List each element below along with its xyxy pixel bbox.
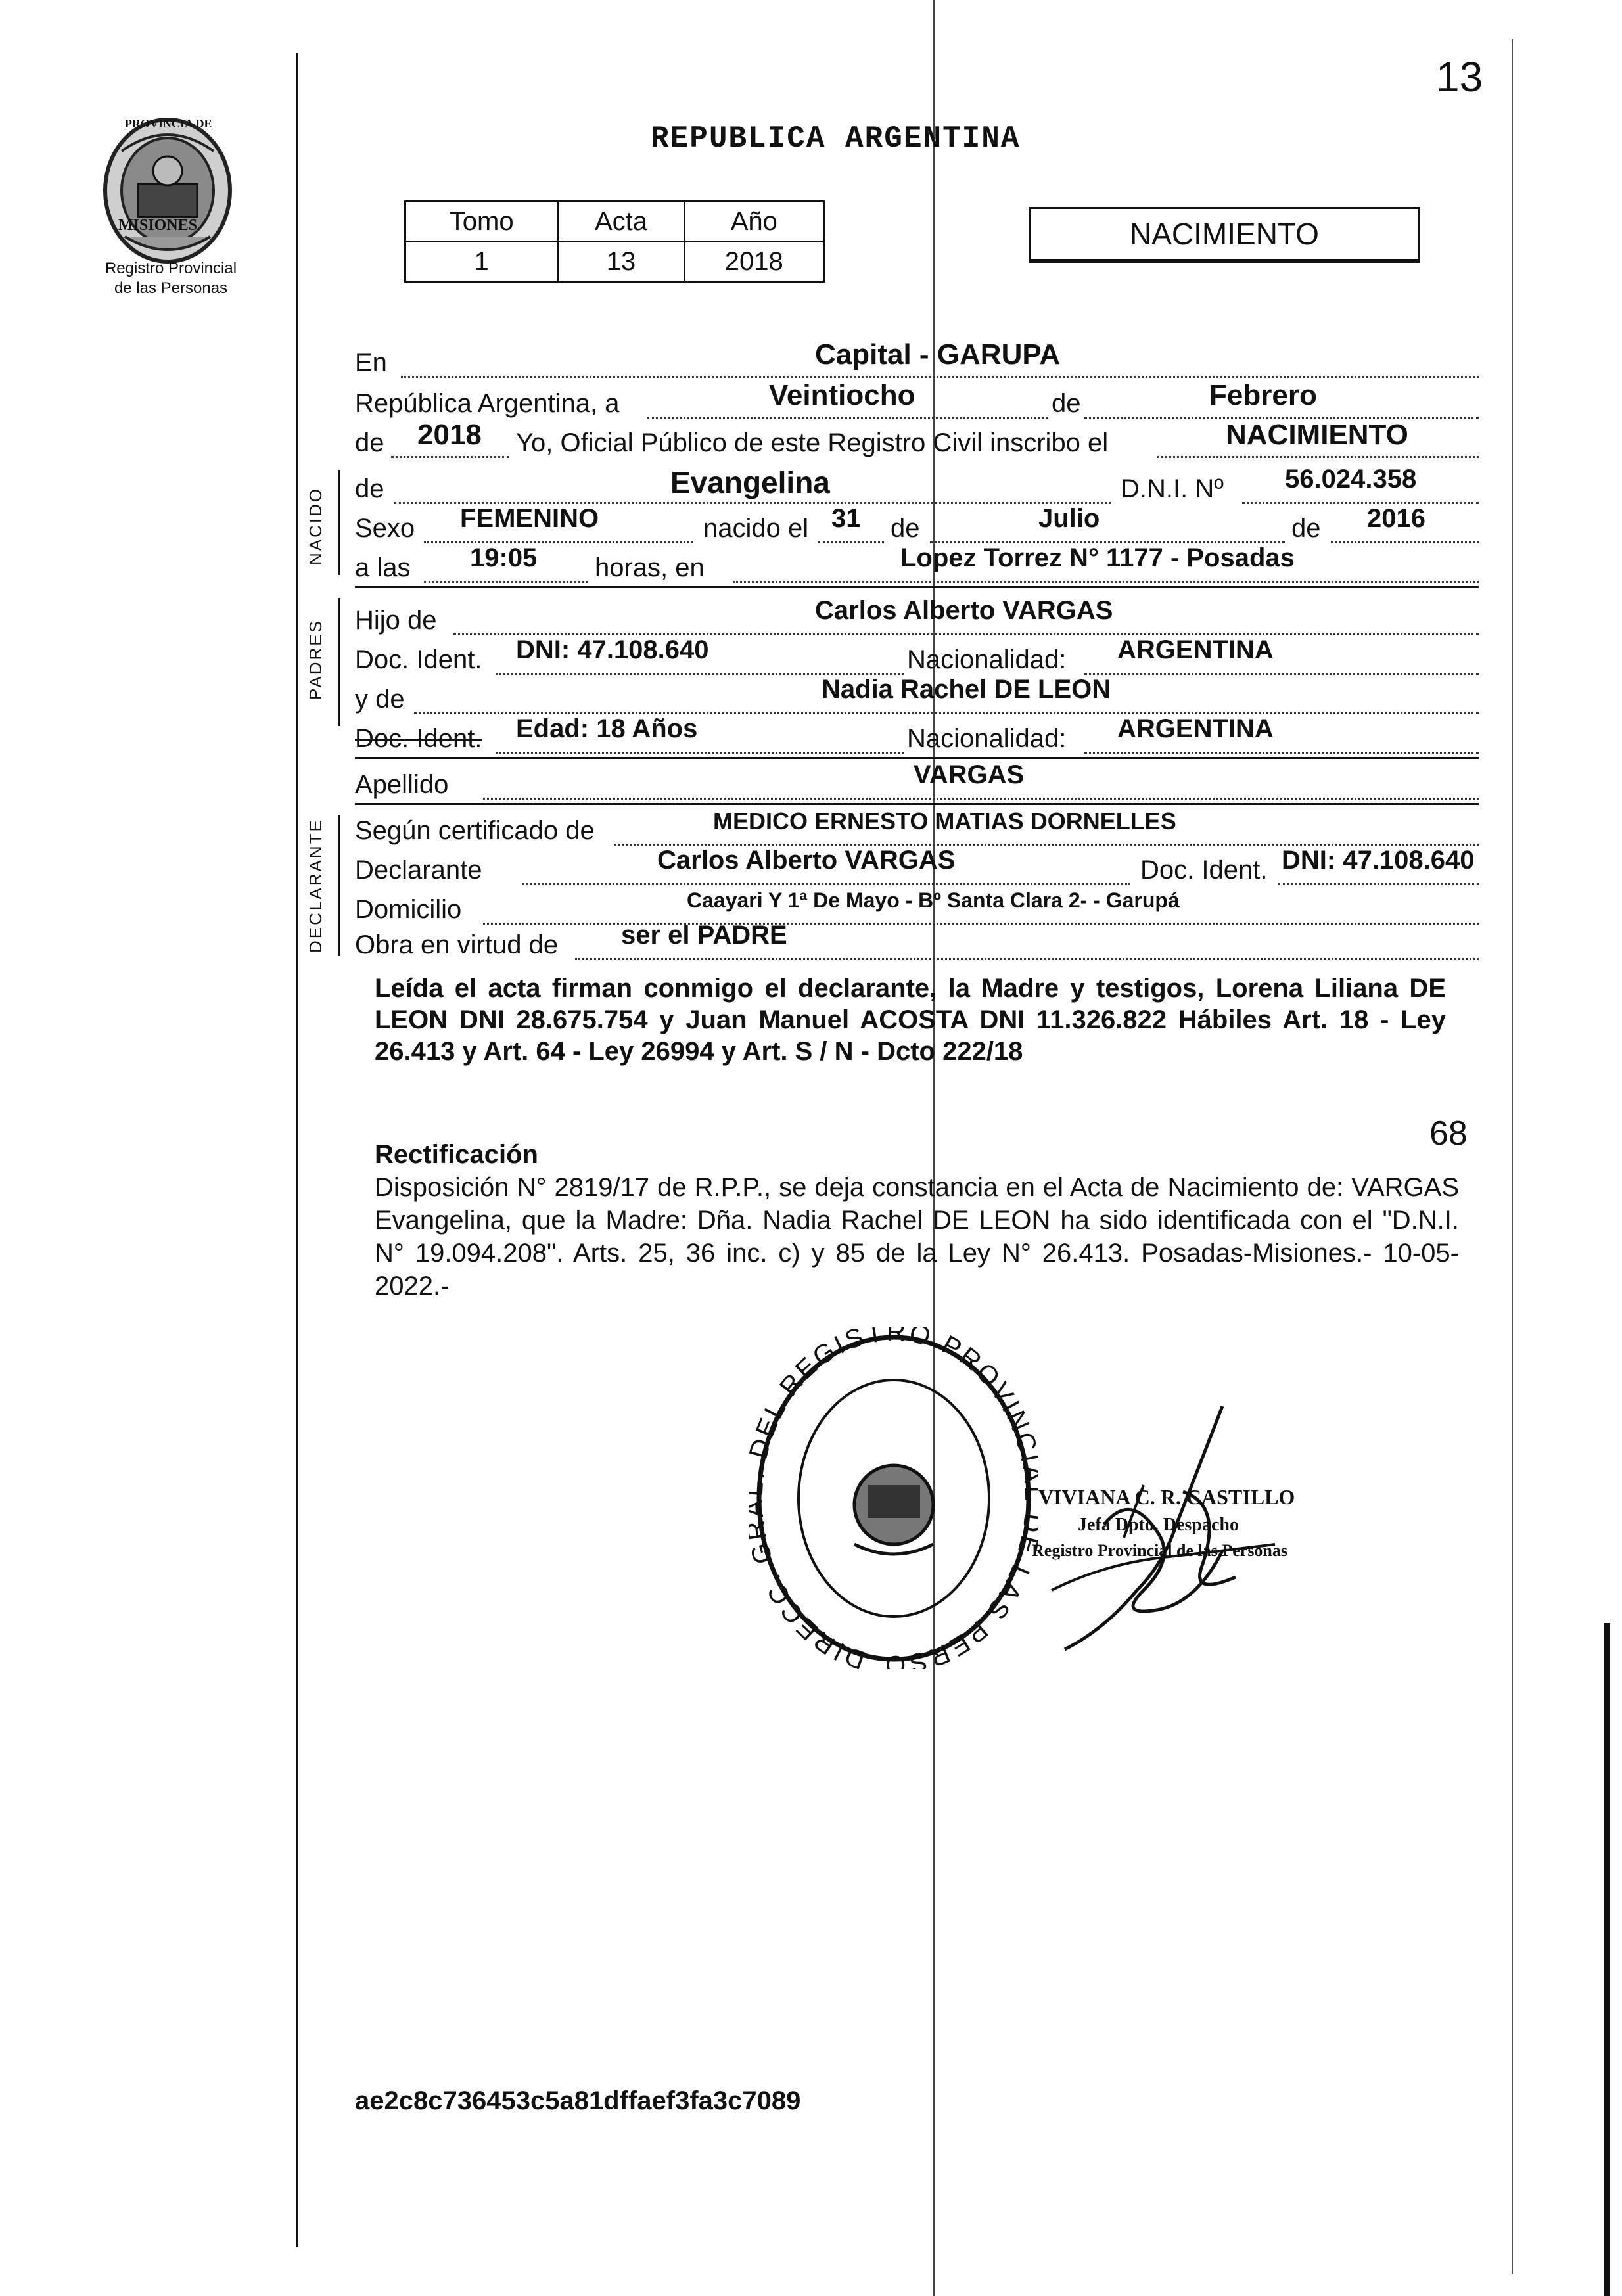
page-number: 13 [1436, 53, 1483, 101]
dots [733, 581, 1479, 583]
cert-value: MEDICO ERNESTO MATIAS DORNELLES [713, 808, 1176, 835]
logo-text-bottom: MISIONES [118, 217, 198, 234]
logo-text-top: PROVINCIA DE [125, 117, 212, 130]
child-dni: 56.024.358 [1285, 465, 1417, 494]
en-label: En [355, 348, 387, 377]
hijo-label: Hijo de [355, 606, 437, 635]
oficial-text: Yo, Oficial Público de este Registro Civil inscribo el [516, 428, 1109, 457]
yde-label: y de [355, 685, 405, 714]
dots [483, 798, 1479, 800]
birth-day: 31 [831, 504, 861, 533]
signer-org: Registro Provincial de las Personas [1032, 1541, 1288, 1560]
dots [1242, 502, 1479, 504]
dots [575, 958, 1479, 960]
rectificacion-text: Disposición N° 2819/17 de R.P.P., se deja constancia en el Acta de Nacimiento de: VARGAS Evangelina, que la Madre: Dña. Nadia Rachel DE LEON ha sido identificada con el "D.N.I. N° 19.094.208". Arts. 25, 36 inc. c) y 85 de la Ley N° 26.413. Posadas-Misiones.- 10-05-2022.- [375, 1173, 1459, 1300]
inscribe-value: NACIMIENTO [1226, 419, 1408, 451]
birth-month: Julio [1038, 504, 1100, 533]
dots [401, 376, 1479, 378]
section-padres: PADRES [306, 619, 325, 700]
section-divider [355, 757, 1479, 759]
place-value: Capital - GARUPA [815, 338, 1061, 371]
dni-label: D.N.I. Nº [1121, 474, 1224, 503]
dots [522, 883, 1130, 885]
year-value: 2018 [417, 419, 482, 451]
father-doc: DNI: 47.108.640 [516, 635, 709, 664]
table-header: Acta [558, 202, 684, 242]
country-title: REPUBLICA ARGENTINA [651, 122, 1021, 156]
day-value: Veintiocho [769, 379, 915, 411]
stamp-ring-text: DIRECC. EL REGISTRO PROVIN LAS PERSO [750, 1327, 1036, 1669]
obra-value: ser el PADRE [621, 921, 787, 950]
birth-year: 2016 [1367, 504, 1425, 533]
month-value: Febrero [1209, 379, 1317, 411]
child-name: Evangelina [670, 465, 830, 499]
section-divider [355, 586, 1479, 588]
official-stamp [749, 1327, 1038, 1669]
apellido-label: Apellido [355, 770, 449, 799]
table-header: Tomo [406, 202, 558, 242]
apellido-value: VARGAS [914, 760, 1025, 789]
dots [1331, 541, 1479, 543]
dots [424, 581, 588, 583]
dots [647, 417, 1048, 419]
section-declarante: DECLARANTE [306, 818, 325, 953]
section-bracket [338, 815, 340, 956]
section-bracket [338, 470, 340, 575]
cert-label: Según certificado de [355, 816, 595, 845]
sexo-label: Sexo [355, 514, 415, 543]
table-value: 13 [558, 242, 684, 282]
dots [818, 541, 884, 543]
right-margin-line [1512, 39, 1513, 2274]
section-nacido: NACIDO [306, 486, 325, 565]
dots [1278, 883, 1479, 885]
mother-nationality: ARGENTINA [1117, 714, 1274, 743]
sexo-value: FEMENINO [460, 504, 599, 533]
dots [1084, 673, 1479, 675]
mother-name: Nadia Rachel DE LEON [822, 675, 1111, 704]
table-value: 1 [406, 242, 558, 282]
right-edge-bar [1604, 1623, 1610, 2296]
dots [391, 456, 509, 458]
logo-caption-1: Registro Provincial [104, 260, 237, 277]
section-divider [355, 803, 1479, 805]
doc-label: Doc. Ident. [355, 645, 482, 674]
nacido-label: nacido el [703, 514, 809, 543]
decl-value: Carlos Alberto VARGAS [657, 846, 956, 875]
table-header: Año [684, 202, 823, 242]
table-value: 2018 [684, 242, 823, 282]
left-margin-line [296, 53, 298, 2247]
doc-label: Doc. Ident. [1140, 856, 1268, 884]
de-label: de [1291, 514, 1321, 543]
rectificacion-number: 68 [1429, 1114, 1468, 1153]
dots [424, 541, 693, 543]
dom-value: Caayari Y 1ª De Mayo - Bº Santa Clara 2- - Garupá [687, 888, 1180, 912]
de-label: de [355, 474, 384, 503]
dots [1084, 752, 1479, 754]
registry-logo [85, 112, 250, 269]
nac-label: Nacionalidad: [907, 724, 1067, 753]
birth-place: Lopez Torrez N° 1177 - Posadas [900, 543, 1295, 572]
de-label: de [891, 514, 920, 543]
republica-label: República Argentina, a [355, 389, 620, 418]
de-label: de [1052, 389, 1081, 418]
doc-label-struck: Doc. Ident. [355, 724, 482, 753]
nac-label: Nacionalidad: [907, 645, 1067, 674]
footer-hash: ae2c8c736453c5a81dffaef3fa3c7089 [355, 2086, 801, 2115]
father-nationality: ARGENTINA [1117, 635, 1274, 664]
de2-label: de [355, 428, 384, 457]
handwritten-signature [1025, 1393, 1301, 1669]
doc-type-box [1029, 207, 1420, 263]
dom-label: Domicilio [355, 895, 462, 924]
decl-label: Declarante [355, 856, 482, 884]
dots [1157, 456, 1479, 458]
logo-caption-2: de las Personas [114, 279, 228, 297]
obra-label: Obra en virtud de [355, 930, 559, 959]
signer-role: Jefa Dpto. Despacho [1078, 1515, 1239, 1535]
father-name: Carlos Alberto VARGAS [815, 596, 1113, 625]
doc-type: NACIMIENTO [1130, 217, 1319, 251]
alas-label: a las [355, 553, 411, 582]
closing-paragraph: Leída el acta firman conmigo el declarante, la Madre y testigos, Lorena Liliana DE LEON DNI 28.675.754 y Juan Manuel ACOSTA DNI 11.326.822 Hábiles Art. 18 - Ley 26.413 y Art. 64 - Ley 26994 y Art. S / N - Dcto 222/18 [375, 974, 1446, 1066]
rectificacion-title: Rectificación [375, 1140, 538, 1169]
mother-age: Edad: 18 Años [516, 714, 698, 743]
horas-label: horas, en [595, 553, 705, 582]
decl-doc: DNI: 47.108.640 [1282, 846, 1475, 875]
section-bracket [338, 598, 340, 726]
birth-time: 19:05 [470, 543, 538, 572]
registry-table [404, 200, 825, 283]
dots [496, 752, 904, 754]
signer-name: VIVIANA C. R. CASTILLO [1038, 1485, 1295, 1509]
